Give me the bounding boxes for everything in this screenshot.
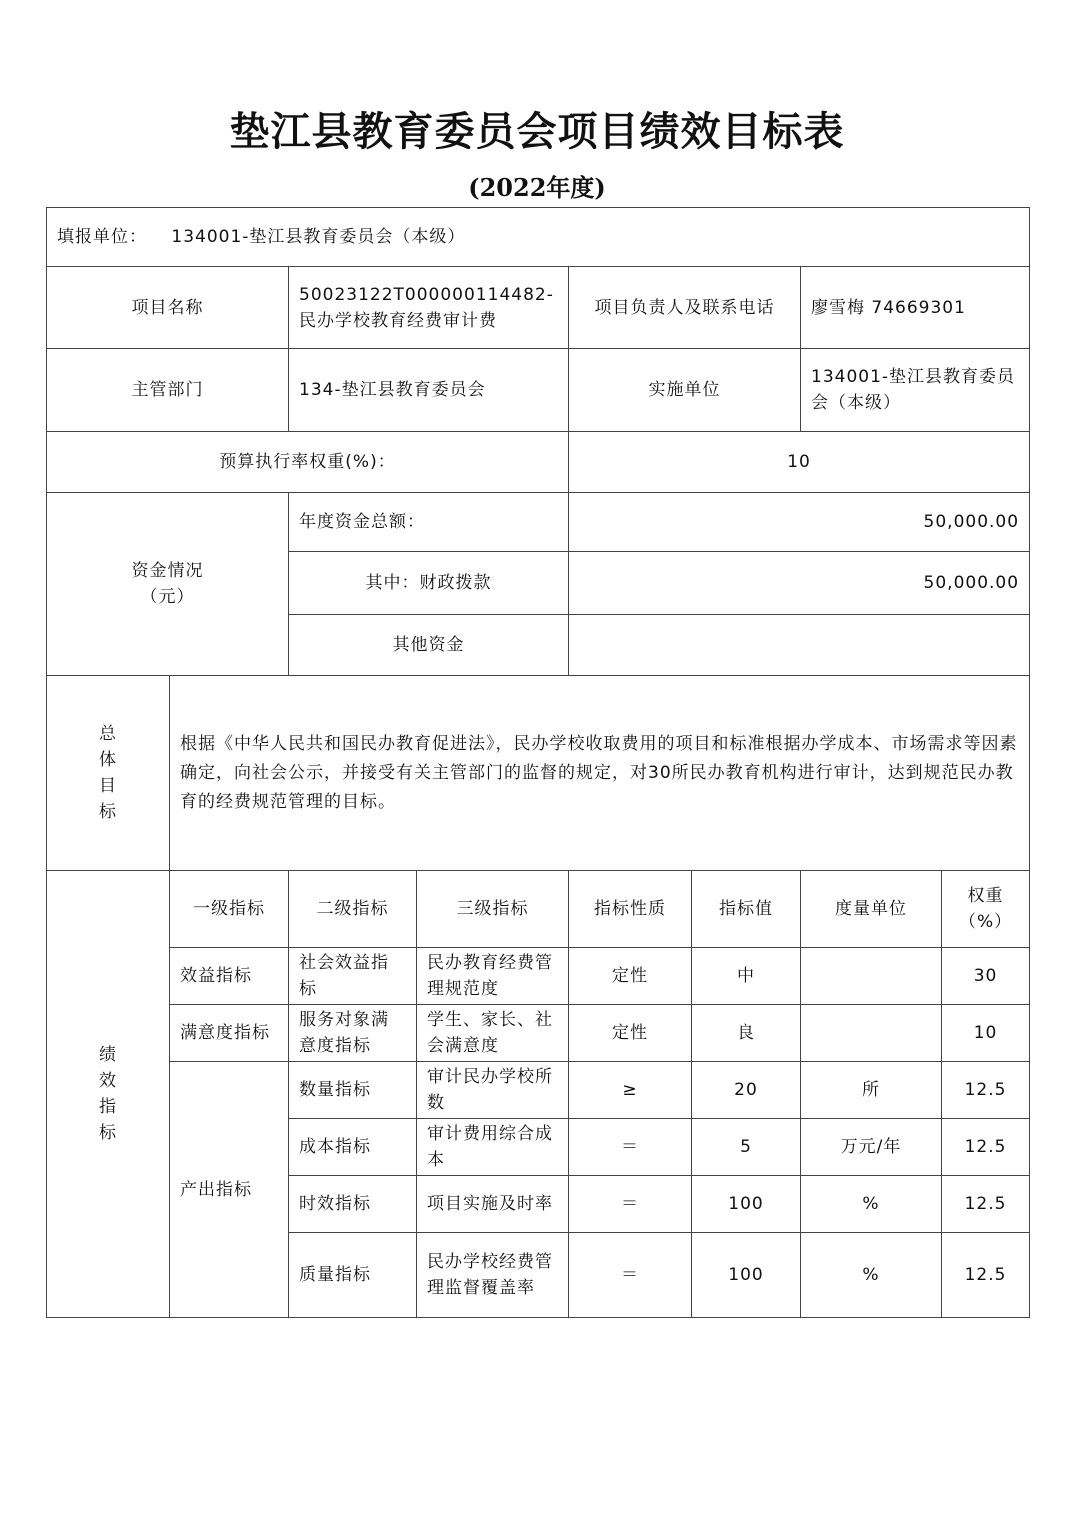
fiscal-funds-label: 其中：财政拨款 <box>289 552 569 615</box>
cell-level1: 满意度指标 <box>170 1005 289 1062</box>
cell-level2: 时效指标 <box>289 1176 417 1233</box>
header-unit: 度量单位 <box>801 871 942 948</box>
project-name-value: 50023122T000000114482-民办学校教育经费审计费 <box>289 267 569 349</box>
performance-goal-table <box>46 207 1030 1318</box>
cell-weight: 12.5 <box>942 1119 1030 1176</box>
goal-label-char: 标 <box>99 802 117 822</box>
table-row <box>47 1005 1030 1062</box>
cell-unit <box>801 948 942 1005</box>
cell-level3: 学生、家长、社会满意度 <box>417 1005 569 1062</box>
filing-unit-label: 填报单位： <box>57 227 147 247</box>
funds-label-cell <box>47 493 289 676</box>
cell-value: 5 <box>692 1119 801 1176</box>
overall-goal-label <box>47 676 170 871</box>
indicators-label-char: 效 <box>99 1071 117 1091</box>
indicators-label-char: 标 <box>99 1123 117 1143</box>
header-level1: 一级指标 <box>170 871 289 948</box>
cell-level3: 民办学校经费管理监督覆盖率 <box>417 1233 569 1318</box>
cell-weight: 10 <box>942 1005 1030 1062</box>
page-title: 垫江县教育委员会项目绩效目标表 <box>229 108 845 155</box>
cell-weight: 12.5 <box>942 1062 1030 1119</box>
fiscal-funds-value: 50,000.00 <box>569 552 1030 615</box>
impl-unit-label: 实施单位 <box>569 349 801 432</box>
funds-label: 资金情况 <box>131 561 204 581</box>
cell-nature: 定性 <box>569 948 692 1005</box>
total-funds-value: 50,000.00 <box>569 493 1030 552</box>
project-contact-value: 廖雪梅 74669301 <box>801 267 1030 349</box>
goal-label-char: 体 <box>99 750 117 770</box>
dept-label: 主管部门 <box>47 349 289 432</box>
cell-weight: 12.5 <box>942 1176 1030 1233</box>
page-subtitle: (2022年度) <box>468 173 606 202</box>
cell-nature: 定性 <box>569 1005 692 1062</box>
cell-value: 100 <box>692 1233 801 1318</box>
cell-nature: ＝ <box>569 1233 692 1318</box>
cell-level3: 审计费用综合成本 <box>417 1119 569 1176</box>
cell-weight: 30 <box>942 948 1030 1005</box>
goal-label-char: 总 <box>99 724 117 744</box>
indicators-label-char: 绩 <box>99 1045 117 1065</box>
filing-unit-value: 134001-垫江县教育委员会（本级） <box>171 227 466 247</box>
cell-unit <box>801 1005 942 1062</box>
cell-value: 中 <box>692 948 801 1005</box>
cell-unit: 万元/年 <box>801 1119 942 1176</box>
cell-value: 20 <box>692 1062 801 1119</box>
table-row <box>47 948 1030 1005</box>
cell-level3: 项目实施及时率 <box>417 1176 569 1233</box>
project-contact-label: 项目负责人及联系电话 <box>569 267 801 349</box>
impl-unit-value: 134001-垫江县教育委员会（本级） <box>801 349 1030 432</box>
indicators-label <box>47 871 170 1318</box>
cell-level2: 社会效益指标 <box>289 948 417 1005</box>
total-funds-label: 年度资金总额： <box>289 493 569 552</box>
filing-unit-cell <box>47 208 1030 267</box>
table-row <box>47 1062 1030 1119</box>
budget-weight-label: 预算执行率权重(%)： <box>47 432 569 493</box>
cell-value: 良 <box>692 1005 801 1062</box>
header-nature: 指标性质 <box>569 871 692 948</box>
cell-level2: 数量指标 <box>289 1062 417 1119</box>
cell-level2: 质量指标 <box>289 1233 417 1318</box>
project-name-label: 项目名称 <box>47 267 289 349</box>
indicators-label-char: 指 <box>99 1097 117 1117</box>
other-funds-value <box>569 615 1030 676</box>
cell-level1: 产出指标 <box>170 1062 289 1318</box>
funds-unit: （元） <box>140 587 195 607</box>
cell-level3: 审计民办学校所数 <box>417 1062 569 1119</box>
header-level2: 二级指标 <box>289 871 417 948</box>
header-value: 指标值 <box>692 871 801 948</box>
dept-value: 134-垫江县教育委员会 <box>289 349 569 432</box>
cell-unit: % <box>801 1176 942 1233</box>
cell-level1: 效益指标 <box>170 948 289 1005</box>
overall-goal-text: 根据《中华人民共和国民办教育促进法》，民办学校收取费用的项目和标准根据办学成本、市场需求等因素确定，向社会公示，并接受有关主管部门的监督的规定，对30所民办教育机构进行审计，达到规范民办教育的经费规范管理的目标。 <box>170 676 1030 871</box>
cell-nature: ≥ <box>569 1062 692 1119</box>
header-level3: 三级指标 <box>417 871 569 948</box>
cell-nature: ＝ <box>569 1119 692 1176</box>
goal-label-char: 目 <box>99 776 117 796</box>
cell-level2: 成本指标 <box>289 1119 417 1176</box>
budget-weight-value: 10 <box>569 432 1030 493</box>
header-weight: 权重（%） <box>942 871 1030 948</box>
cell-nature: ＝ <box>569 1176 692 1233</box>
other-funds-label: 其他资金 <box>289 615 569 676</box>
cell-level3: 民办教育经费管理规范度 <box>417 948 569 1005</box>
cell-weight: 12.5 <box>942 1233 1030 1318</box>
cell-level2: 服务对象满意度指标 <box>289 1005 417 1062</box>
cell-unit: 所 <box>801 1062 942 1119</box>
cell-unit: % <box>801 1233 942 1318</box>
cell-value: 100 <box>692 1176 801 1233</box>
